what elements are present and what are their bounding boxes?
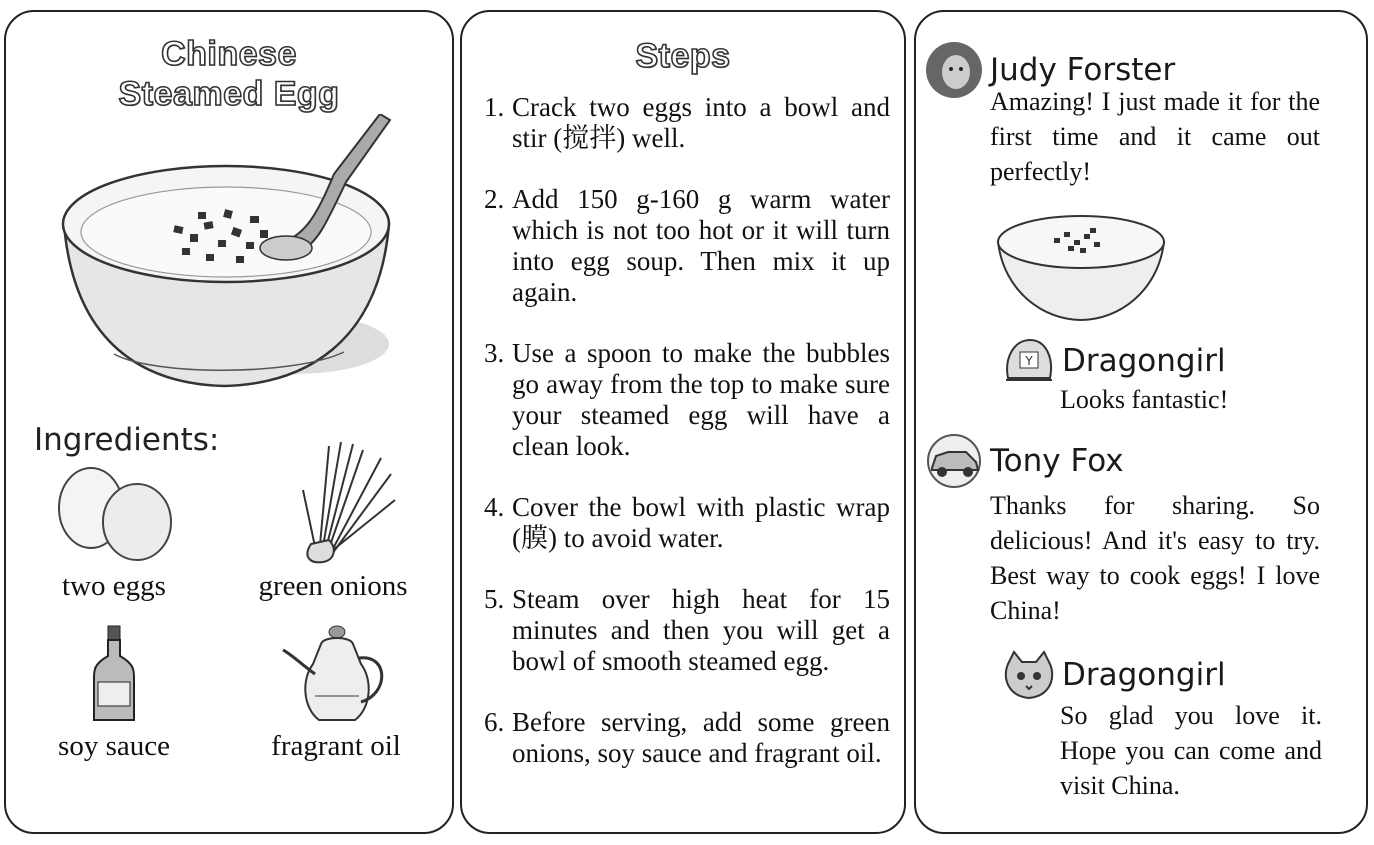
- ingredients-heading: Ingredients:: [34, 422, 220, 458]
- comment-author-name[interactable]: Dragongirl: [1062, 343, 1226, 379]
- comment-author-name[interactable]: Judy Forster: [990, 52, 1176, 88]
- recipe-title-line2: Steamed Egg: [118, 75, 340, 113]
- comments-panel: [914, 10, 1368, 834]
- step-text: Crack two eggs into a bowl and stir (搅拌) well.: [512, 92, 890, 153]
- steps-title: Steps: [635, 37, 731, 75]
- step-item: [484, 184, 890, 308]
- ingredient-fragrant-oil: [241, 624, 431, 763]
- svg-text:Y: Y: [1025, 354, 1033, 368]
- comment-text: Amazing! I just made it for the first time and it came out perfectly!: [990, 87, 1320, 186]
- step-number: 2.: [484, 184, 505, 214]
- comment-author[interactable]: [1000, 334, 1226, 388]
- step-item: [484, 338, 890, 462]
- step-number: 4.: [484, 492, 505, 522]
- steps-panel: [460, 10, 906, 834]
- dragon-avatar-icon: [1000, 334, 1058, 388]
- step-text: Before serving, add some green onions, soy sauce and fragrant oil.: [512, 707, 890, 768]
- step-number: 6.: [484, 707, 505, 737]
- step-number: 5.: [484, 584, 505, 614]
- step-item: [484, 92, 890, 154]
- step-text: Cover the bowl with plastic wrap (膜) to avoid water.: [512, 492, 890, 553]
- ingredient-two-eggs: [34, 464, 194, 603]
- step-text: Steam over high heat for 15 minutes and then you will get a bowl of smooth steamed egg.: [512, 584, 890, 676]
- ingredient-soy-sauce: [34, 624, 194, 763]
- step-item: [484, 584, 890, 677]
- steamed-egg-bowl-illustration: [54, 114, 404, 404]
- woman-avatar-icon: [922, 40, 986, 100]
- step-item: [484, 707, 890, 769]
- car-avatar-icon: [922, 434, 986, 488]
- ingredient-label: green onions: [258, 570, 408, 602]
- recipe-title: [6, 34, 452, 114]
- comment-author-name[interactable]: Dragongirl: [1062, 657, 1226, 693]
- eggs-icon: [49, 464, 179, 564]
- ingredient-label: two eggs: [62, 570, 166, 602]
- ingredient-green-onions: [238, 440, 428, 603]
- ingredient-label: soy sauce: [58, 730, 170, 762]
- ingredient-label: fragrant oil: [271, 730, 401, 762]
- comment-author[interactable]: [1000, 648, 1226, 702]
- comment-author[interactable]: [922, 434, 1124, 488]
- steamed-egg-photo: [994, 212, 1168, 324]
- recipe-title-line1: Chinese: [161, 35, 297, 73]
- oil-pot-icon: [281, 624, 391, 724]
- comment-text: Looks fantastic!: [1060, 385, 1229, 414]
- comment-text: Thanks for sharing. So delicious! And it's easy to try. Best way to cook eggs! I love China!: [990, 491, 1320, 625]
- step-number: 3.: [484, 338, 505, 368]
- step-number: 1.: [484, 92, 505, 122]
- step-text: Add 150 g-160 g warm water which is not too hot or it will turn into egg soup. Then mix it up again.: [512, 184, 890, 307]
- comment-author-name[interactable]: Tony Fox: [990, 443, 1124, 479]
- recipe-panel: [4, 10, 454, 834]
- steps-list: [484, 92, 890, 799]
- step-item: [484, 492, 890, 554]
- cat-avatar-icon: [1000, 648, 1058, 702]
- comment-text: So glad you love it. Hope you can come and visit China.: [1060, 701, 1322, 800]
- step-text: Use a spoon to make the bubbles go away from the top to make sure your steamed egg will have a clean look.: [512, 338, 890, 461]
- soy-sauce-bottle-icon: [84, 624, 144, 724]
- green-onions-icon: [263, 440, 403, 564]
